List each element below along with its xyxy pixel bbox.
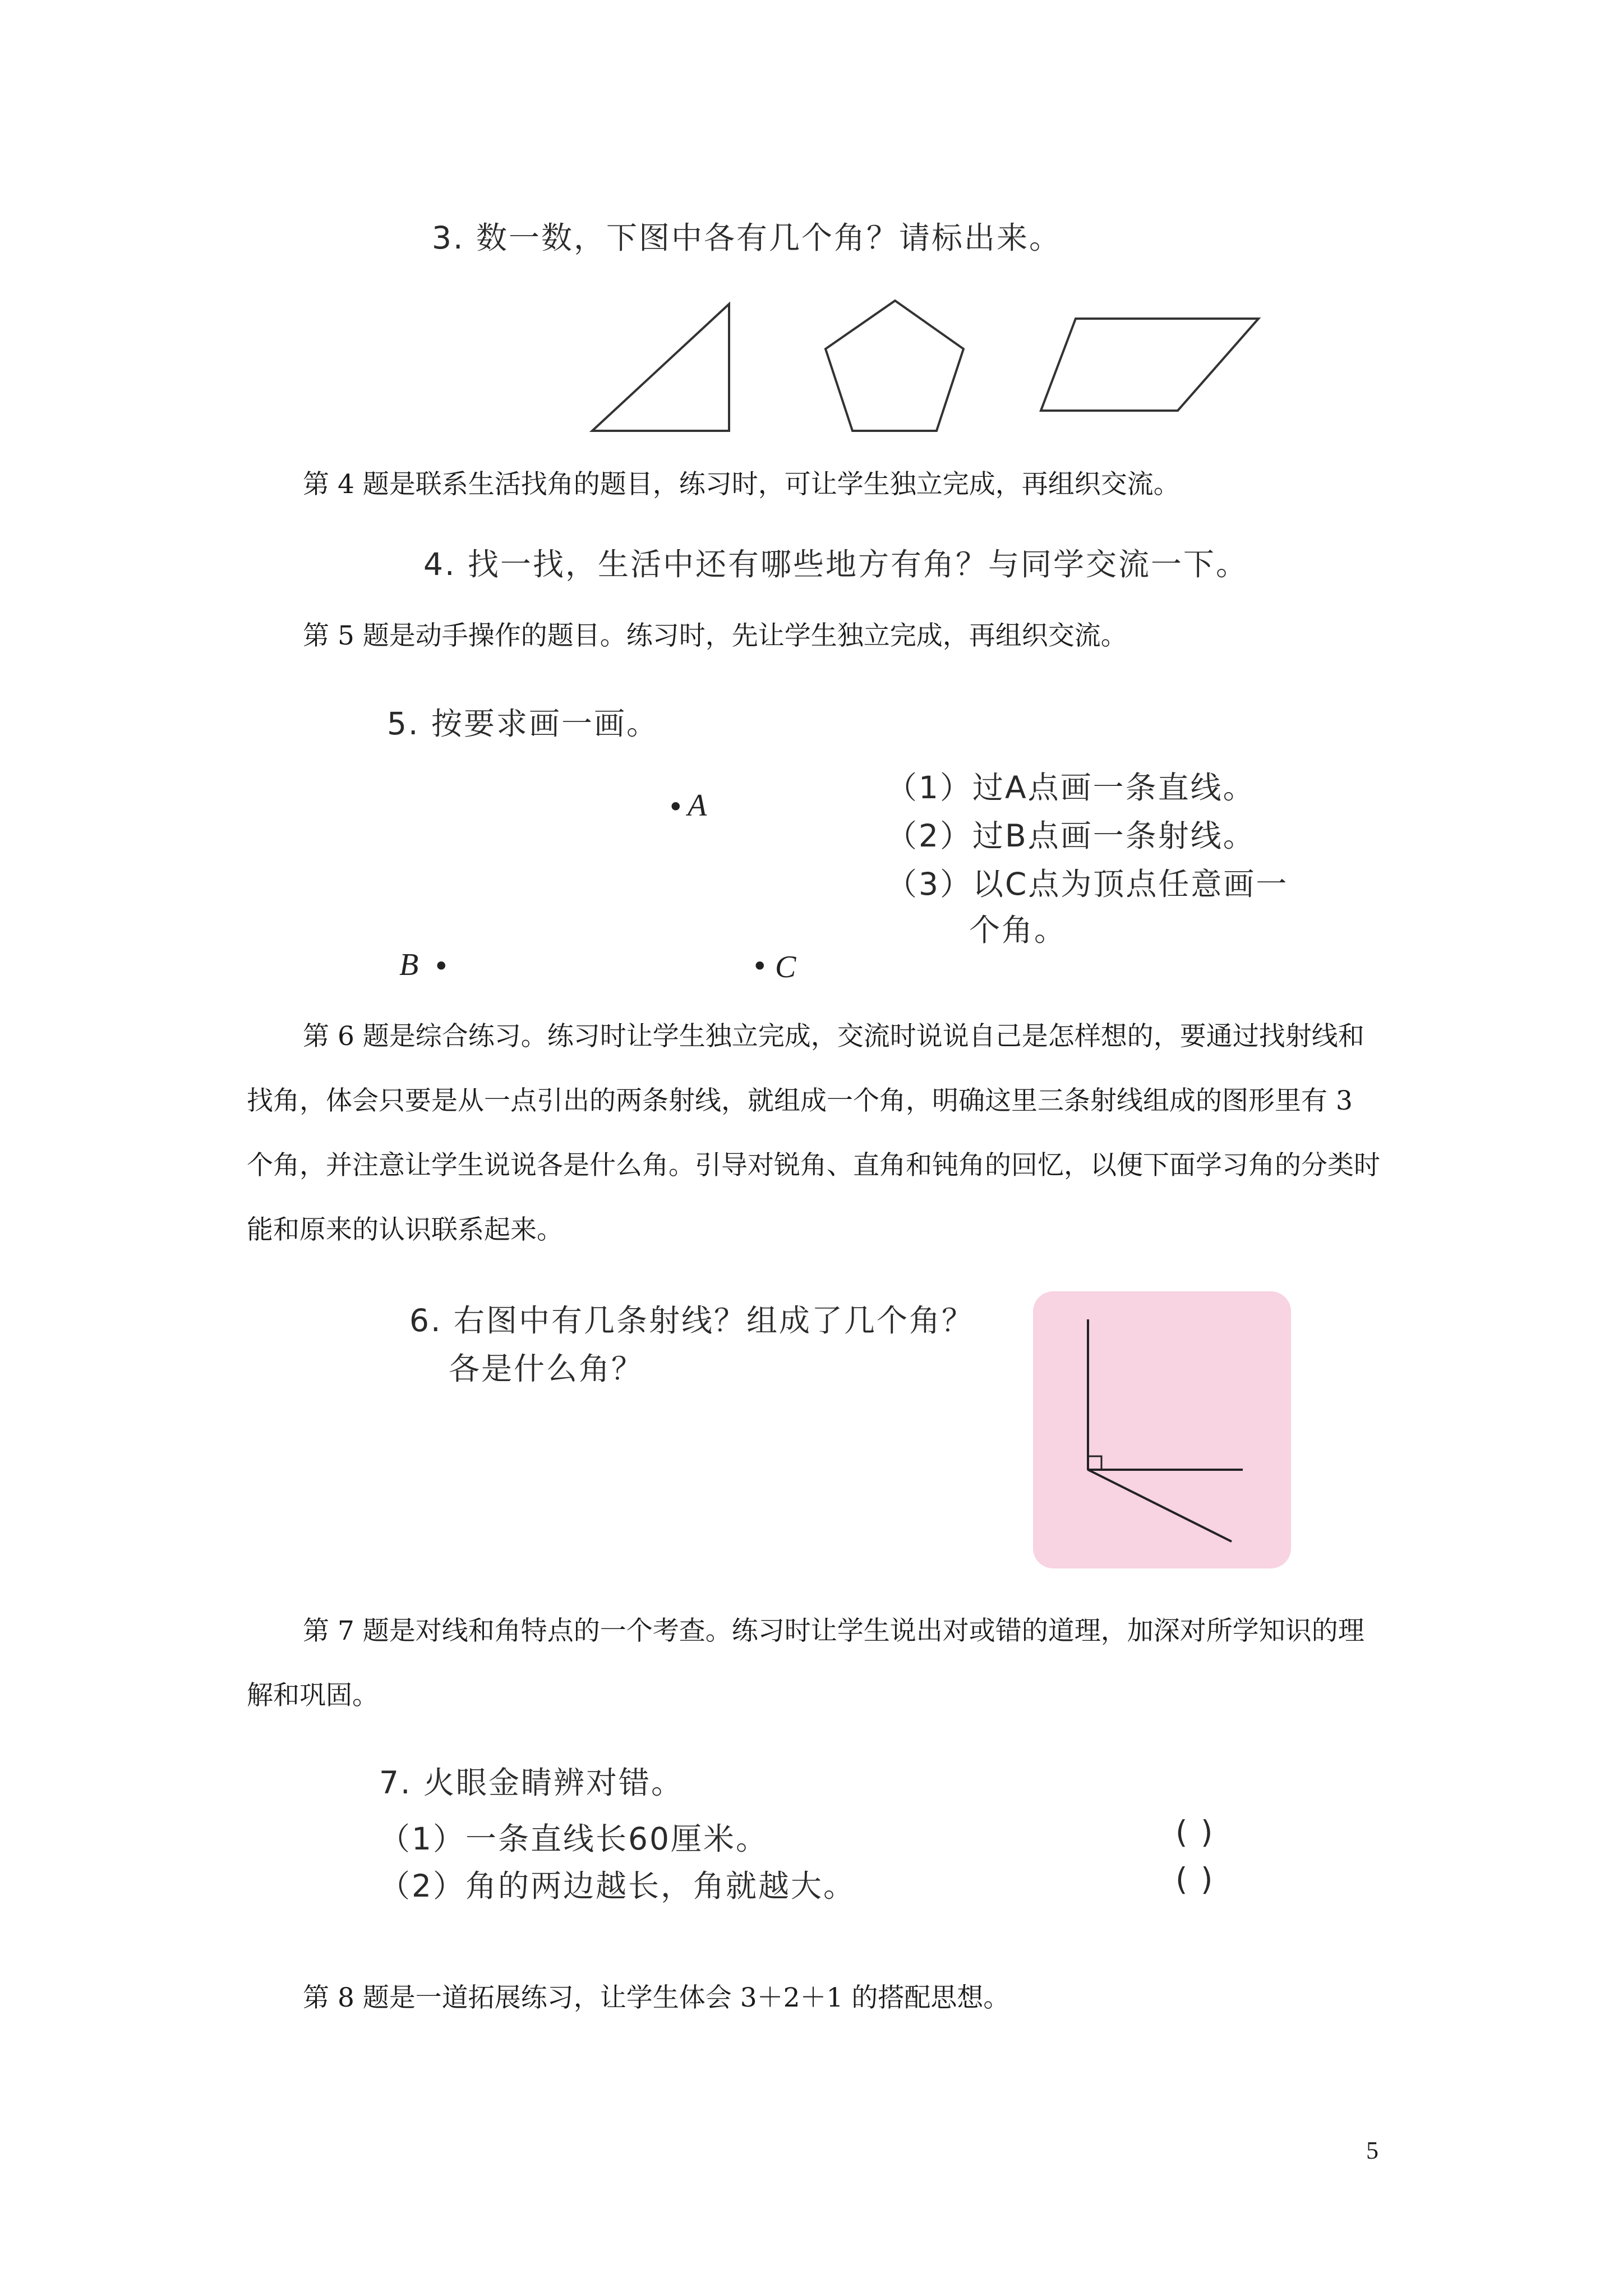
exercise-7-bracket-1: ( ) [1175,1814,1215,1850]
figure-panel [1033,1291,1291,1568]
note-6: 第 6 题是综合练习。练习时让学生独立完成，交流时说说自己是怎样想的，要通过找射线和找角，体会只要是从一点引出的两条射线，就组成一个角，明确这里三条射线组成的图形里有 3 个角，并注意让学生说说各是什么角。引导对锐角、直角和钝角的回忆，以便下面学习角的分类时能和原来的认识联系起来。 [247,1021,1380,1245]
point-a-dot: • [667,791,684,823]
exercise-3-title: 3. 数一数，下图中各有几个角？请标出来。 [432,220,1062,256]
exercise-7-item-1: （1）一条直线长60厘米。 [379,1821,768,1857]
exercise-6-line-2: 各是什么角？ [449,1351,644,1387]
exercise-7-title: 7. 火眼金睛辨对错。 [379,1765,684,1801]
pentagon-shape [826,301,963,431]
note-7: 第 7 题是对线和角特点的一个考查。练习时让学生说出对或错的道理，加深对所学知识的理解和巩固。 [247,1616,1364,1711]
point-b-label: B [399,947,419,982]
exercise-6-figure [1032,1290,1295,1571]
parallelogram-shape [1041,319,1258,411]
triangle-shape [592,304,729,431]
point-a-label: A [688,788,707,823]
point-c-label: C [775,950,796,984]
note-5: 第 5 题是动手操作的题目。练习时，先让学生独立完成，再组织交流。 [303,620,1127,651]
note-8: 第 8 题是一道拓展练习，让学生体会 3＋2＋1 的搭配思想。 [303,1982,1010,2013]
exercise-5-item-3-line-1: （3）以C点为顶点任意画一 [886,866,1289,902]
exercise-5-item-1: （1）过A点画一条直线。 [886,770,1256,806]
page-number: 5 [1366,2137,1378,2164]
exercise-5-item-3-line-2: 个角。 [969,912,1067,948]
point-b-dot: • [433,950,450,983]
exercise-5-item-2: （2）过B点画一条射线。 [886,818,1256,854]
exercise-3-shapes [0,0,1623,505]
point-c-dot: • [751,950,768,983]
exercise-4-title: 4. 找一找，生活中还有哪些地方有角？与同学交流一下。 [423,546,1248,582]
exercise-7-item-2: （2）角的两边越长，角就越大。 [379,1868,856,1904]
exercise-6-line-1: 6. 右图中有几条射线？组成了几个角？ [409,1303,974,1338]
exercise-7-bracket-2: ( ) [1175,1861,1215,1897]
exercise-5-title: 5. 按要求画一画。 [387,706,659,742]
note-4: 第 4 题是联系生活找角的题目，练习时，可让学生独立完成，再组织交流。 [303,469,1180,500]
